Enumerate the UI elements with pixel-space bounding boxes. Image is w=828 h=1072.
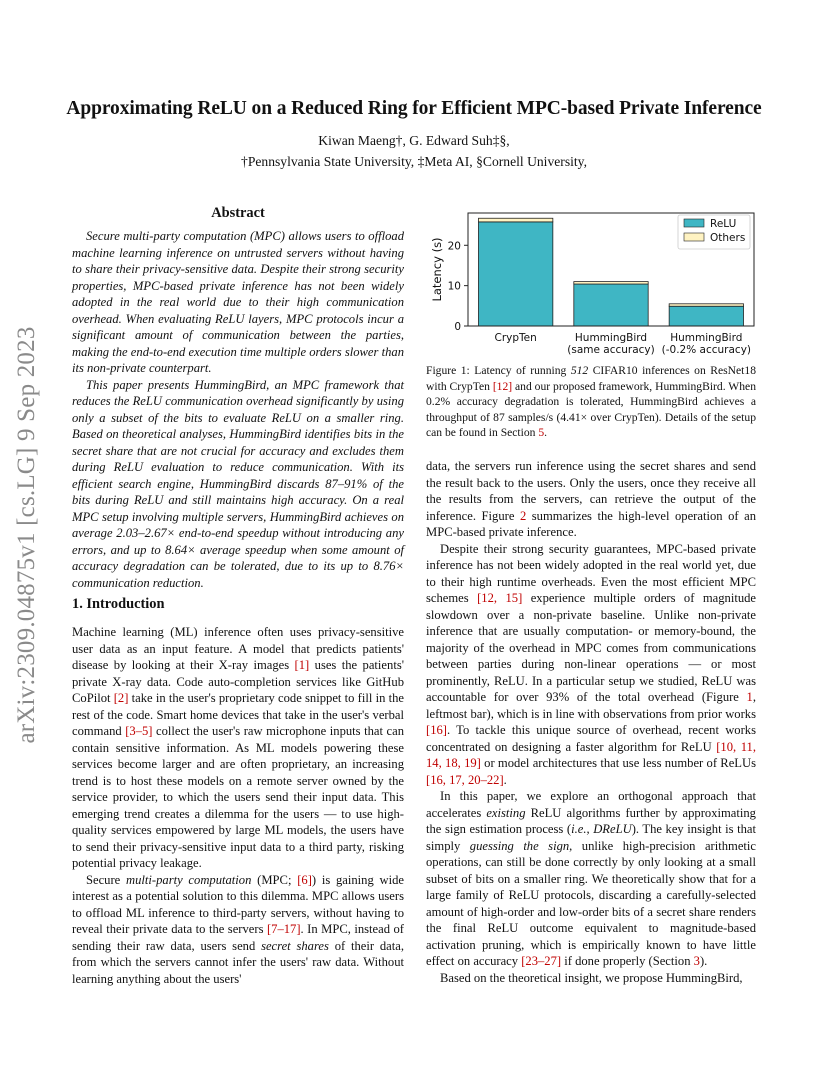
citation-link[interactable]: [16]: [426, 723, 447, 737]
figure-link[interactable]: 2: [519, 508, 527, 523]
citation-link[interactable]: [10, 11, 14, 18, 19]: [426, 739, 756, 770]
legend-label: Others: [710, 232, 746, 244]
citation-link[interactable]: [7–17]: [266, 922, 301, 936]
section-heading: 1. Introduction: [72, 596, 165, 612]
x-tick-label: CrypTen: [494, 332, 537, 344]
y-tick-label: 20: [447, 240, 461, 253]
author-list: Kiwan Maeng†, G. Edward Suh‡§,: [318, 133, 510, 148]
body-paragraph: Secure multi-party computation (MPC; [6]) is gaining wide interest as a potential solution to this dilemma. MPC allows users to offload ML inference to third-party servers, without having to reveal their private data to the servers [7–17]. In MPC, instead of sending their raw data, users send secret shares of their data, from which the servers cannot infer the users' raw data. Without learning anything about the users': [72, 872, 404, 986]
bar-relu-2: [669, 306, 743, 326]
abstract-body: [72, 228, 404, 591]
citation-link[interactable]: 15]: [505, 591, 523, 605]
citation-link[interactable]: [6]: [297, 872, 312, 887]
x-tick-label: (same accuracy): [567, 344, 655, 356]
citation-link[interactable]: [1]: [294, 658, 310, 672]
figure-caption: Figure 1: Latency of running 512 CIFAR10 inferences on ResNet18 with CrypTen [12] and our proposed framework, HummingBird. When 0.2% accuracy degradation is tolerated, HummingBird achieves a throughput of 87 samples/s (4.41× over CrypTen). Details of the setup can be found in Section 5.: [426, 364, 756, 440]
legend-swatch-relu: [684, 219, 704, 227]
section-link[interactable]: 5: [538, 426, 545, 440]
bar-others-1: [574, 282, 648, 284]
bar-relu-1: [574, 284, 648, 326]
latency-bar-chart: [426, 200, 756, 360]
citation-link[interactable]: [12]: [492, 379, 513, 393]
y-tick-label: 0: [454, 321, 461, 333]
abstract-paragraph: Secure multi-party computation (MPC) allows users to offload machine learning inference on untrusted servers without having to share their privacy-sensitive data. Despite their strong security properties, MPC-based private inference has not been widely adopted in the real world due to their high communication overhead. When evaluating ReLU layers, MPC protocols incur a significant amount of communication between the parties, making the end-to-end execution time multiple orders slower than its non-private counterpart.: [72, 229, 404, 375]
intro-column: [72, 624, 404, 987]
x-tick-label: HummingBird: [670, 332, 743, 344]
body-paragraph: In this paper, we explore an orthogonal approach that accelerates existing ReLU algorithms further by approximating the sign estimation process (i.e., DReLU). The key insight is that simply guessing the sign, unlike high-precision arithmetic operations, can still be done correctly by only looking at a small subset of bits on a smaller ring. We theoretically show that for a large family of ReLU protocols, discarding a carefully-selected amount of high-order and low-order bits of a secret share renders the final ReLU outcome equivalent to magnitude-based activation pruning, which is empirically known to have little effect on accuracy [23–27] if done properly (Section 3).: [426, 789, 757, 968]
figure-link[interactable]: 1: [746, 690, 753, 704]
legend-swatch-others: [684, 233, 704, 241]
citation-link[interactable]: [23–27]: [521, 954, 562, 968]
citation-link[interactable]: [3–5]: [125, 724, 153, 738]
section-link[interactable]: 3: [693, 954, 700, 968]
body-paragraph: Machine learning (ML) inference often uses privacy-sensitive user data as an input feature. A model that predicts patients' disease by looking at their X-ray images [1] uses the patients' private X-ray data. Code auto-completion services like GitHub CoPilot [2] take in the user's proprietary code snippet to fill in the rest of the code. Smart home devices that take in the user's verbal command [3–5] collect the user's raw microphone inputs that can contain sensitive information. As ML models powering these services become larger and are often proprietary, an increasing trend is to host these models on a remote server owned by the service provider, to which the users send their input data. This emerging trend creates a dilemma for the users — to use high-quality services empowered by large ML models, the users have to send their privacy-sensitive input data to a third party, risking potential privacy leakage.: [72, 625, 405, 870]
citation-link[interactable]: [12,: [477, 591, 498, 605]
right-column: [426, 458, 756, 986]
affiliations: †Pennsylvania State University, ‡Meta AI, §Cornell University,: [241, 154, 587, 169]
legend-label: ReLU: [710, 218, 737, 230]
body-paragraph: Based on the theoretical insight, we propose HummingBird,: [440, 970, 743, 985]
abstract-paragraph: This paper presents HummingBird, an MPC framework that reduces the ReLU communication overhead significantly by using only a subset of the bits to evaluate ReLU on a smaller ring. Based on theoretical analyses, HummingBird identifies bits in the secret share that are not crucial for accuracy and excludes them during ReLU evaluation to reduce communication. With its efficient search engine, HummingBird discards 87–91% of the bits during ReLU and still maintains high accuracy. On a real MPC setup involving multiple servers, HummingBird achieves on average 2.03–2.67× end-to-end speedup without introducing any errors, and up to 8.64× average speedup when some amount of accuracy degradation can be tolerated, due to its up to 8.76× communication reduction.: [72, 377, 404, 590]
x-tick-label: HummingBird: [574, 332, 648, 344]
x-tick-label: (-0.2% accuracy): [661, 344, 752, 356]
paper-title: Approximating ReLU on a Reduced Ring for Efficient MPC-based Private Inference: [66, 98, 762, 119]
body-paragraph: Despite their strong security guarantees, MPC-based private inference has not been widely adopted in the real world yet, due to their high runtime overheads. Even the most efficient MPC schemes [12, 15] experience multiple orders of magnitude slowdown over a non-private baseline. Unlike non-private inference that are usually computation- or memory-bound, the majority of the overhead in MPC comes from communications between parties during non-linear operations — or most prominently, ReLU. In a particular setup we studied, ReLU was accountable for over 93% of the total overhead (Figure 1, leftmost bar), which is in line with observations from prior works [16]. To tackle this unique source of overhead, recent works concentrated on designing a faster algorithm for ReLU [10, 11, 14, 18, 19] or model architectures that use less number of ReLUs [16, 17, 20–22].: [426, 541, 757, 787]
body-paragraph: data, the servers run inference using the secret shares and send the result back to the users. Only the users, once they receive all the results from the servers, can retrieve the output of the inference. Figure 2 summarizes the high-level operation of an MPC-based private inference.: [426, 459, 756, 539]
bar-others-2: [669, 304, 743, 306]
y-tick-label: 10: [447, 280, 461, 293]
citation-link[interactable]: [2]: [113, 691, 129, 705]
bar-relu-0: [478, 222, 552, 326]
y-axis-label: Latency (s): [430, 237, 444, 302]
bar-others-0: [478, 218, 552, 222]
abstract-heading: Abstract: [211, 205, 265, 221]
arxiv-identifier: arXiv:2309.04875v1 [cs.LG] 9 Sep 2023: [13, 326, 40, 744]
figure-1-chart: [426, 200, 756, 365]
citation-link[interactable]: [16, 17, 20–22]: [426, 772, 504, 787]
